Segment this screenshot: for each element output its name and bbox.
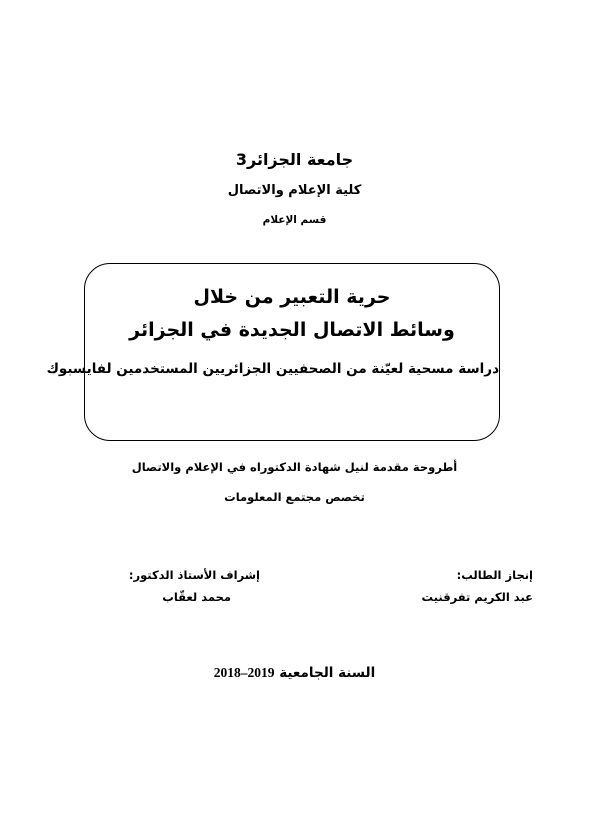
thesis-title-box <box>46 263 500 441</box>
academic-year-range: 2018–2019 <box>213 665 275 680</box>
department-name: قسم الإعلام <box>262 214 327 226</box>
supervisor-name: محمد لعقّاب <box>162 590 231 604</box>
thesis-specialty: تخصص مجتمع المعلومات <box>224 490 365 504</box>
supervisor-label: إشراف الأستاذ الدكتور: <box>128 568 260 582</box>
academic-year-label: السنة الجامعية <box>279 665 376 681</box>
academic-year <box>0 665 589 681</box>
thesis-subtitle: دراسة مسحية لعيّنة من الصحفيين الجزائريين المستخدمين لفايسبوك <box>46 361 499 377</box>
thesis-title-line-1: حرية التعبير من خلال <box>193 286 391 308</box>
thesis-purpose: أطروحة مقدمة لنيل شهادة الدكتوراه في الإعلام والاتصال <box>131 460 458 474</box>
student-label: إنجاز الطالب: <box>456 568 533 582</box>
faculty-name: كلية الإعلام والاتصال <box>227 183 362 198</box>
student-name: عبد الكريم تفرقنيت <box>421 590 533 604</box>
thesis-title-line-2: وسائط الاتصال الجديدة في الجزائر <box>129 319 455 341</box>
university-name: جامعة الجزائر3 <box>235 150 354 169</box>
